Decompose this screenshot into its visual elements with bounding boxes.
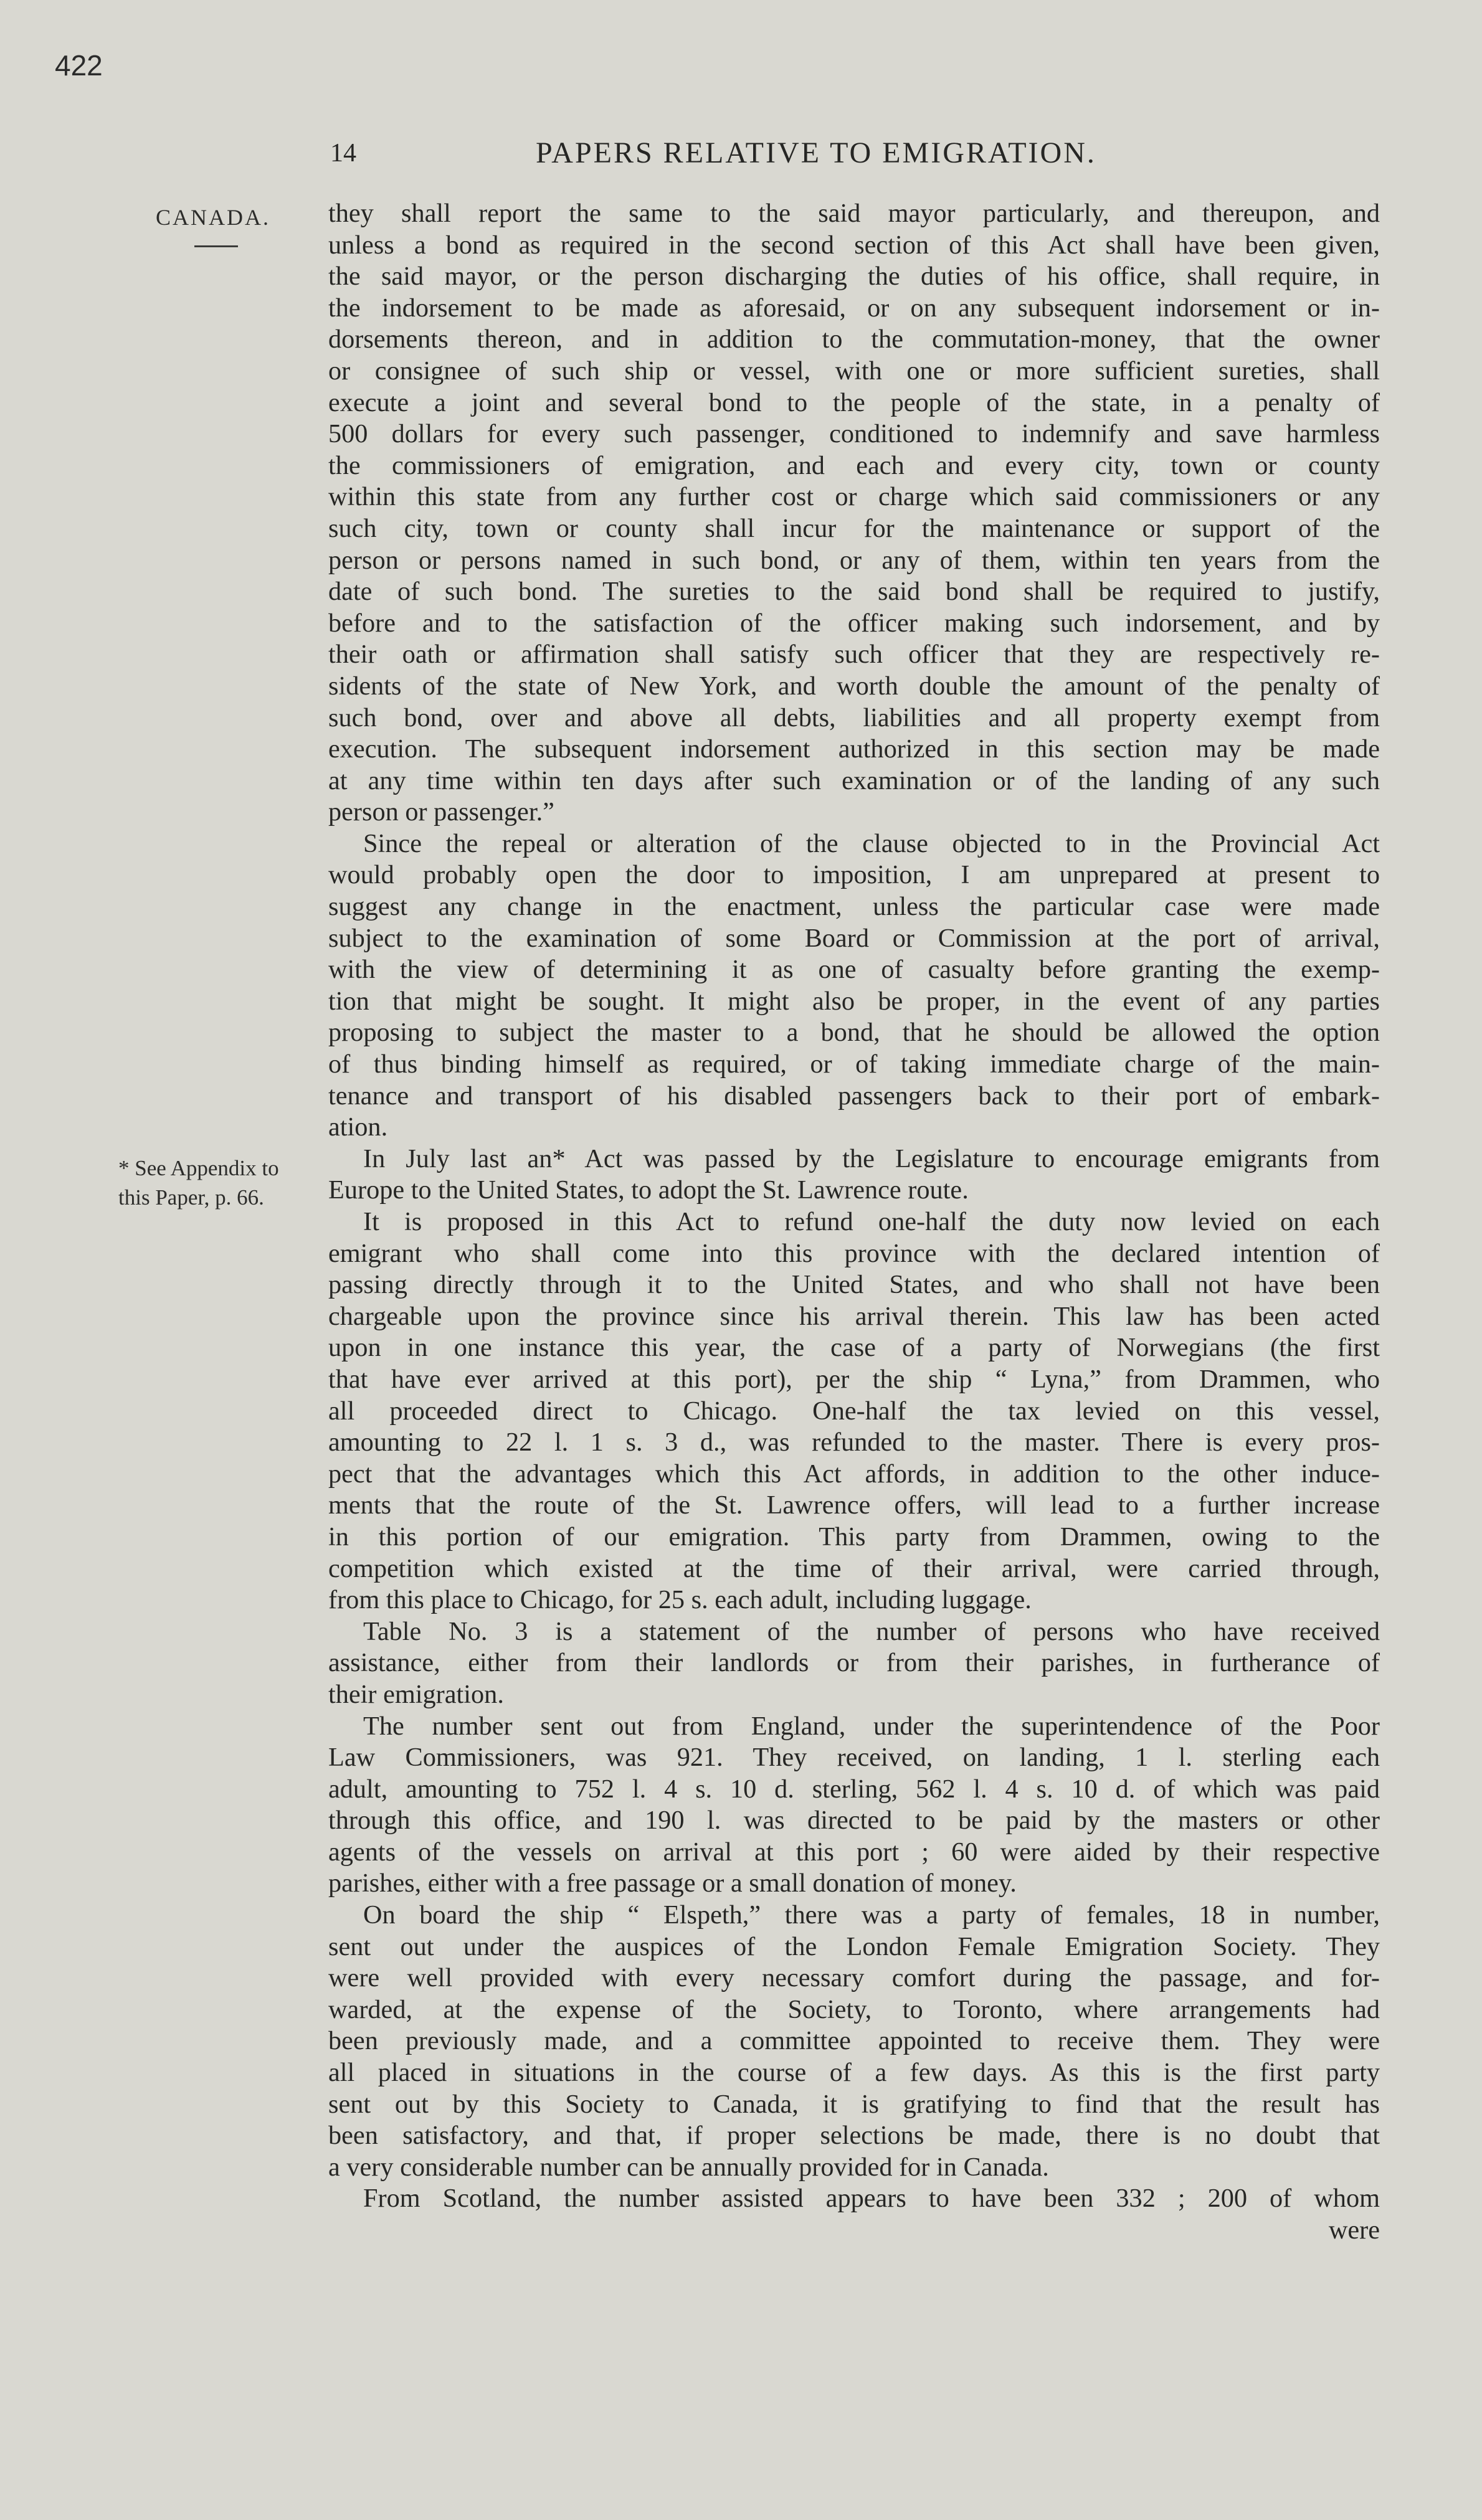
body-line: Table No. 3 is a statement of the number of persons who have received — [363, 1616, 1380, 1646]
body-line: Law Commissioners, was 921. They received, on landing, 1 l. sterling each — [328, 1743, 1380, 1773]
body-line: In July last an* Act was passed by the Legislature to encourage emigrants from — [363, 1144, 1380, 1173]
body-line: the said mayor, or the person discharging the duties of his office, shall require, in — [328, 262, 1380, 291]
page-title: PAPERS RELATIVE TO EMIGRATION. — [536, 136, 1096, 169]
body-line: before and to the satisfaction of the officer making such indorsement, and by — [328, 608, 1380, 638]
body-line: were well provided with every necessary comfort during the passage, and for- — [328, 1963, 1380, 1993]
body-line: emigrant who shall come into this province with the declared intention of — [328, 1238, 1380, 1268]
body-line: proposing to subject the master to a bond, that he should be allowed the option — [328, 1018, 1380, 1048]
body-line: competition which existed at the time of their arrival, were carried through, — [328, 1553, 1380, 1583]
body-line: subject to the examination of some Board or Commission at the port of arrival, — [328, 923, 1380, 953]
body-line: pect that the advantages which this Act affords, in addition to the other induce- — [328, 1459, 1380, 1489]
margin-footnote-line: this Paper, p. 66. — [118, 1185, 264, 1210]
body-line: It is proposed in this Act to refund one-half the duty now levied on each — [363, 1207, 1380, 1236]
body-line: would probably open the door to imposition, I am unprepared at present to — [328, 860, 1380, 890]
body-line: person or passenger.” — [328, 797, 554, 827]
body-line: or consignee of such ship or vessel, with one or more sufficient sureties, shall — [328, 356, 1380, 386]
body-line: their oath or affirmation shall satisfy such officer that they are respectively re- — [328, 640, 1380, 670]
margin-rule — [194, 245, 238, 247]
body-line: person or persons named in such bond, or any of them, within ten years from the — [328, 545, 1380, 575]
body-line: at any time within ten days after such examination or of the landing of any such — [328, 765, 1380, 795]
body-line: such bond, over and above all debts, liabilities and all property exempt from — [328, 703, 1380, 732]
body-line: all placed in situations in the course of a few days. As this is the first party — [328, 2058, 1380, 2088]
body-line: been satisfactory, and that, if proper selections be made, there is no doubt that — [328, 2121, 1380, 2151]
body-line: adult, amounting to 752 l. 4 s. 10 d. sterling, 562 l. 4 s. 10 d. of which was paid — [328, 1774, 1380, 1804]
body-line: such city, town or county shall incur for the maintenance or support of the — [328, 513, 1380, 543]
margin-section-label: CANADA. — [156, 205, 271, 230]
body-line: unless a bond as required in the second section of this Act shall have been given, — [328, 230, 1380, 260]
body-line: the indorsement to be made as aforesaid, or on any subsequent indorsement or in- — [328, 293, 1380, 323]
body-line: through this office, and 190 l. was directed to be paid by the masters or other — [328, 1806, 1380, 1836]
body-line: suggest any change in the enactment, unless the particular case were made — [328, 892, 1380, 922]
body-line: agents of the vessels on arrival at this port ; 60 were aided by their respective — [328, 1837, 1380, 1867]
body-text — [328, 198, 1380, 2247]
folio-number: 14 — [330, 139, 356, 168]
body-line: tion that might be sought. It might also be proper, in the event of any parties — [328, 986, 1380, 1016]
body-line: dorsements thereon, and in addition to the commutation-money, that the owner — [328, 324, 1380, 354]
body-line: Since the repeal or alteration of the clause objected to in the Provincial Act — [363, 828, 1380, 858]
body-line: upon in one instance this year, the case of a party of Norwegians (the first — [328, 1333, 1380, 1363]
body-line: sent out under the auspices of the London Female Emigration Society. They — [328, 1931, 1380, 1961]
body-line: within this state from any further cost or charge which said commissioners or any — [328, 482, 1380, 512]
body-line: of thus binding himself as required, or of taking immediate charge of the main- — [328, 1049, 1380, 1079]
body-line: passing directly through it to the United States, and who shall not have been — [328, 1270, 1380, 1300]
body-line: chargeable upon the province since his arrival therein. This law has been acted — [328, 1301, 1380, 1331]
body-line: amounting to 22 l. 1 s. 3 d., was refunded to the master. There is every pros- — [328, 1428, 1380, 1457]
body-line: all proceeded direct to Chicago. One-half the tax levied on this vessel, — [328, 1396, 1380, 1426]
page-number: 422 — [55, 49, 103, 82]
body-line: sidents of the state of New York, and worth double the amount of the penalty of — [328, 671, 1380, 701]
body-line: with the view of determining it as one of casualty before granting the exemp- — [328, 955, 1380, 985]
body-line: tenance and transport of his disabled passengers back to their port of embark- — [328, 1081, 1380, 1111]
body-line: warded, at the expense of the Society, to Toronto, where arrangements had — [328, 1994, 1380, 2024]
body-line: From Scotland, the number assisted appears to have been 332 ; 200 of whom — [363, 2184, 1380, 2214]
body-line: ation. — [328, 1112, 388, 1142]
margin-footnote — [118, 1153, 318, 1212]
body-line: parishes, either with a free passage or a small donation of money. — [328, 1869, 1017, 1898]
body-line: execute a joint and several bond to the people of the state, in a penalty of — [328, 387, 1380, 417]
body-line: been previously made, and a committee appointed to receive them. They were — [328, 2026, 1380, 2056]
body-line: the commissioners of emigration, and each and every city, town or county — [328, 450, 1380, 480]
body-line: 500 dollars for every such passenger, conditioned to indemnify and save harmless — [328, 419, 1380, 449]
body-line: they shall report the same to the said mayor particularly, and thereupon, and — [328, 199, 1380, 228]
body-line: that have ever arrived at this port), per the ship “ Lyna,” from Drammen, who — [328, 1364, 1380, 1394]
body-line: in this portion of our emigration. This party from Drammen, owing to the — [328, 1522, 1380, 1551]
body-line: On board the ship “ Elspeth,” there was a party of females, 18 in number, — [363, 1900, 1380, 1930]
body-line: assistance, either from their landlords or from their parishes, in furtherance of — [328, 1648, 1380, 1678]
body-line: The number sent out from England, under the superintendence of the Poor — [363, 1711, 1380, 1741]
body-line: a very considerable number can be annually provided for in Canada. — [328, 2152, 1049, 2182]
body-line: execution. The subsequent indorsement authorized in this section may be made — [328, 734, 1380, 764]
body-line: date of such bond. The sureties to the said bond shall be required to justify, — [328, 577, 1380, 607]
body-line: from this place to Chicago, for 25 s. each adult, including luggage. — [328, 1585, 1032, 1615]
body-line: ments that the route of the St. Lawrence offers, will lead to a further increase — [328, 1490, 1380, 1520]
body-line: Europe to the United States, to adopt the St. Lawrence route. — [328, 1175, 969, 1205]
body-line: were — [1328, 2215, 1380, 2245]
body-line: their emigration. — [328, 1679, 504, 1709]
margin-footnote-line: * See Appendix to — [118, 1156, 279, 1180]
body-line: sent out by this Society to Canada, it is gratifying to find that the result has — [328, 2089, 1380, 2119]
